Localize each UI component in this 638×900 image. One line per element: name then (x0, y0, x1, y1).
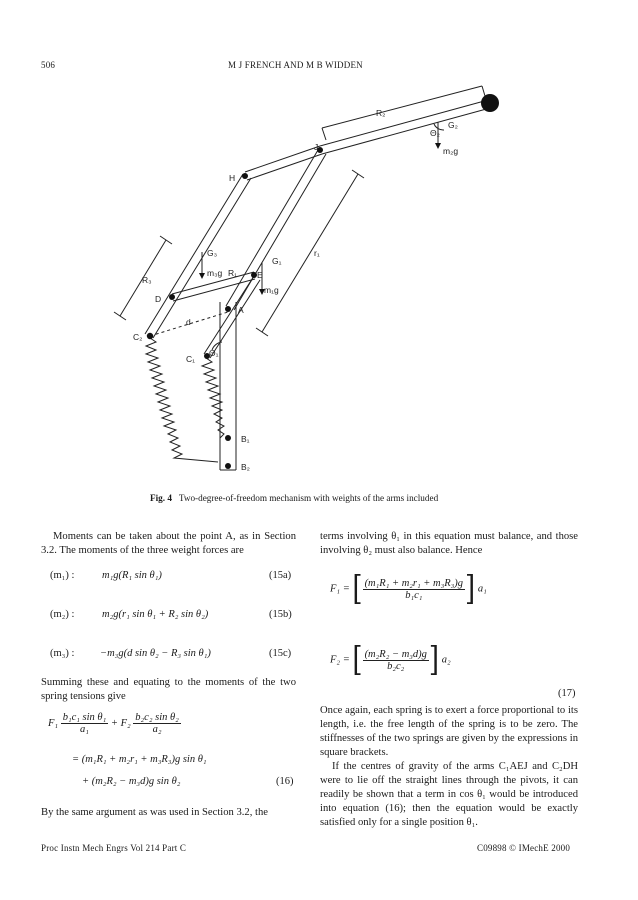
figure-caption-text: Two-degree-of-freedom mechanism with weights of the arms included (178, 493, 439, 503)
eq16-plus-f2: + F₂ (110, 717, 131, 729)
running-title: M J FRENCH AND M B WIDDEN (228, 60, 363, 70)
eq16-line3: + (m₂R₂ − m₃d)g sin θ₂ (82, 776, 181, 787)
eq16-frac1-num: b₁c₁ sin θ₁ (62, 712, 107, 723)
label-r1-upper: R₁ (228, 268, 238, 278)
label-d-dim: d (186, 317, 191, 327)
bracket-left: [ (352, 640, 363, 680)
label-m1g: m₁g (264, 285, 279, 295)
label-r3: R₃ (142, 275, 152, 285)
eq15a-number: (15a) (269, 570, 292, 581)
eq16-line1 (48, 712, 181, 735)
label-g1: G₁ (272, 256, 282, 266)
eq17-f1-fraction (363, 578, 465, 601)
eq15c-number: (15c) (269, 648, 292, 659)
right-para-2: Once again, each spring is to exert a force proportional to its length, i.e. the free length of the spring is to be zero. The stiffnesses of the two springs are given by the expressions in square brackets. (320, 705, 578, 758)
page-number: 506 (41, 60, 56, 70)
left-para-2: Summing these and equating to the moments of the two spring tensions give (41, 677, 296, 702)
eq17-f2-den: b₂c₂ (387, 660, 405, 672)
label-e: E (257, 270, 263, 280)
eq17-f2 (330, 640, 451, 680)
bracket-right: ] (465, 569, 476, 609)
eq17-number: (17) (558, 688, 576, 699)
eq16-frac1-den: a₁ (80, 724, 89, 735)
right-para-3: If the centres of gravity of the arms C₁AEJ and C₂DH were to lie off the straight lines through the pivots, it can readily be shown that a term in cos θ₁ would be introduced into equation (16); then the equation would be exactly satisfied only for a single position θ₁. (320, 761, 578, 828)
label-b2: B₂ (241, 462, 250, 472)
label-a: A (238, 305, 244, 315)
label-c1: C₁ (186, 354, 196, 364)
eq17-f1-tail: a₁ (477, 583, 487, 595)
eq17-f2-tail: a₂ (441, 654, 451, 666)
left-para-3: By the same argument as was used in Section 3.2, the (41, 807, 268, 818)
eq15c-expr: −m₃g(d sin θ₂ − R₃ sin θ₁) (100, 648, 211, 659)
eq15b-label: (m₂) : (50, 609, 75, 620)
eq17-f1-label: F₁ = (330, 583, 350, 595)
eq15a-label: (m₁) : (50, 570, 75, 581)
figure-caption (150, 493, 438, 503)
eq17-f1-den: b₁c₁ (405, 589, 423, 601)
eq17-f2-fraction (363, 649, 429, 672)
eq16-frac2-num: b₂c₂ sin θ₂ (135, 712, 179, 723)
eq15c-label: (m₃) : (50, 648, 75, 659)
figure-caption-label: Fig. 4 (150, 493, 172, 503)
left-para-1: Moments can be taken about the point A, as in Section 3.2. The moments of the three weight forces are (41, 531, 296, 556)
eq16-frac2-den: a₂ (152, 724, 162, 735)
bracket-right: ] (428, 640, 440, 680)
label-g3: G₃ (207, 248, 218, 258)
eq17-f1-num: (m₁R₁ + m₂r₁ + m₃R₃)g (364, 577, 464, 589)
label-g2: G₂ (448, 120, 458, 130)
eq17-f1 (330, 569, 487, 609)
eq16-f1: F₁ (48, 717, 59, 729)
label-m3g: m₃g (207, 268, 223, 278)
footer-copyright: C09898 © IMechE 2000 (477, 843, 571, 853)
label-j: J (314, 142, 319, 152)
label-m2g: m₂g (443, 146, 459, 156)
eq15a-expr: m₁g(R₁ sin θ₁) (102, 570, 162, 581)
eq16-fraction-2 (133, 712, 181, 735)
label-theta2: Θ₂ (430, 128, 440, 138)
eq15b-number: (15b) (269, 609, 292, 620)
label-theta1: Θ₁ (209, 348, 219, 358)
eq16-number: (16) (276, 776, 294, 787)
label-d-point: D (155, 294, 162, 304)
eq17-f2-label: F₂ = (330, 654, 350, 666)
bracket-left: [ (352, 569, 363, 609)
eq17-f2-num: (m₂R₂ − m₃d)g (364, 648, 427, 660)
eq16-fraction-1 (61, 712, 109, 735)
label-r2: R₂ (376, 108, 386, 118)
label-c2: C₂ (133, 332, 143, 342)
footer-journal: Proc Instn Mech Engrs Vol 214 Part C (41, 843, 187, 853)
label-r1: r₁ (314, 248, 320, 258)
label-h: H (229, 173, 236, 183)
label-b1: B₁ (241, 434, 250, 444)
eq15b-expr: m₂g(r₁ sin θ₁ + R₂ sin θ₂) (102, 609, 209, 620)
eq16-line2: = (m₁R₁ + m₂r₁ + m₃R₃)g sin θ₁ (72, 754, 207, 765)
right-para-1: terms involving θ₁ in this equation must balance, and those involving θ₂ must also balance. Hence (320, 531, 578, 556)
